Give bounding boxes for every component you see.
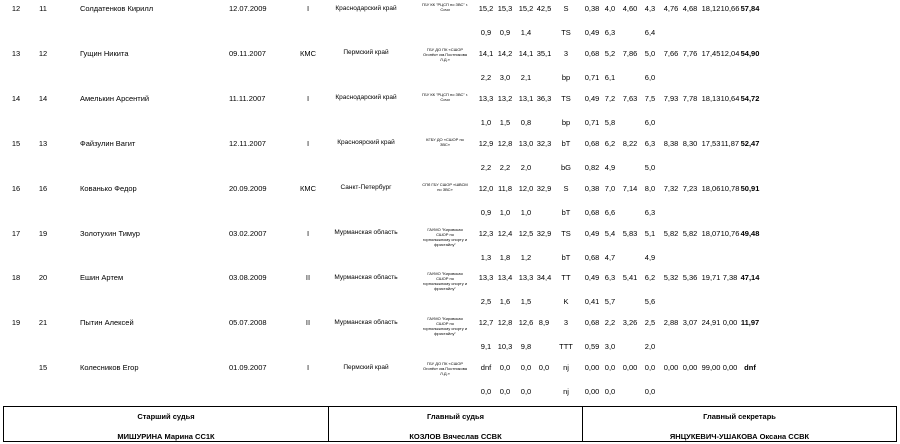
date-of-birth: 03.02.2007	[229, 228, 267, 238]
jump-score-run2: 6,3	[604, 28, 616, 37]
judge3-score-run2: 0,8	[520, 117, 532, 127]
jump-score-2-run2: 6,0	[644, 72, 656, 82]
athlete-name: Пытин Алексей	[80, 318, 134, 328]
judge1-score-run2: 2,5	[480, 297, 492, 307]
judge1-score-run2: 2,2	[480, 72, 492, 82]
judge3-score: 0,0	[520, 363, 532, 373]
judge2-score: 13,4	[497, 273, 513, 283]
degree-of-difficulty: 0,68	[584, 318, 600, 328]
degree-of-difficulty: 0,68	[584, 48, 600, 58]
region: Пермский край	[343, 49, 389, 57]
athlete-name: Солдатенков Кирилл	[80, 4, 154, 13]
judge3-score-run2: 9,8	[520, 342, 532, 352]
judge2-score-run2: 1,0	[499, 207, 511, 217]
judge3-score: 14,1	[518, 48, 534, 58]
judge3-score: 12,5	[518, 228, 534, 238]
jump-code-run2: TS	[561, 28, 571, 37]
jump-score-2: 6,3	[644, 138, 656, 148]
jump-points-avg: 0,00	[682, 363, 698, 373]
jump-score-run2: 6,1	[604, 72, 616, 82]
jump-points-2: 8,38	[663, 138, 679, 148]
jump-score: 6,2	[604, 138, 616, 148]
degree-of-difficulty: 0,68	[584, 138, 600, 148]
jump-score-2-run2: 5,0	[644, 162, 656, 172]
sport-rank: I	[306, 138, 310, 148]
judge2-score: 14,2	[497, 48, 513, 58]
judge3-score-run2: 2,1	[520, 72, 532, 82]
judge1-score-run2: 9,1	[480, 342, 492, 352]
judge3-score-run2: 1,2	[520, 252, 532, 262]
total-score: 54,72	[740, 93, 760, 103]
judge2-score: 12,8	[497, 318, 513, 328]
place: 12	[11, 4, 21, 13]
sports-school: ГАУМО "Кировская СШОР по горнолыжному спорту и фристайлу"	[422, 226, 468, 247]
jump-score-run2: 3,0	[604, 342, 616, 352]
jump-score: 5,2	[604, 48, 616, 58]
jump-score-2: 7,5	[644, 93, 656, 103]
sports-school: ГБУ ДО ПК «СШОР Огонёк» им.Постникова Л.Д.»	[422, 46, 468, 62]
speed-points: 0,00	[722, 363, 738, 373]
jump-score-run2: 0,0	[604, 387, 616, 397]
jump-code: TS	[561, 93, 571, 103]
sports-school: ГАУМО "Кировская СШОР по горнолыжному спорту и фристайлу"	[422, 271, 468, 292]
jump-code: bT	[561, 138, 571, 148]
judge1-score: 15,2	[478, 4, 494, 13]
jump-score-2: 2,5	[644, 318, 656, 328]
region: Пермский край	[343, 363, 389, 371]
judge3-score-run2: 1,4	[520, 28, 532, 37]
date-of-birth: 11.11.2007	[229, 93, 266, 103]
degree-of-difficulty: 0,49	[584, 228, 600, 238]
air-total: 34,4	[536, 273, 552, 283]
judge1-score-run2: 0,9	[480, 28, 492, 37]
judge1-score-run2: 1,3	[480, 252, 492, 262]
degree-of-difficulty: 0,00	[584, 363, 600, 373]
speed-points: 10,64	[720, 93, 740, 103]
speed-points: 0,00	[722, 318, 738, 328]
jump-points-2: 5,82	[663, 228, 679, 238]
jump-code-run2: nj	[563, 387, 569, 397]
athlete-name: Ешин Артем	[80, 273, 124, 283]
degree-of-difficulty-run2: 0,68	[584, 207, 600, 217]
judge3-score-run2: 0,0	[520, 387, 532, 397]
region: Краснодарский край	[335, 94, 397, 102]
degree-of-difficulty-run2: 0,59	[584, 342, 600, 352]
judge2-score-run2: 0,0	[499, 387, 511, 397]
total-score: 52,47	[740, 138, 760, 148]
air-total: 32,9	[536, 228, 552, 238]
sport-rank: КМС	[299, 48, 317, 58]
air-total: 0,0	[538, 363, 550, 373]
judge1-score-run2: 1,0	[480, 117, 492, 127]
jump-code-run2: bG	[560, 162, 572, 172]
bib-number: 13	[38, 138, 48, 148]
total-score: 50,91	[740, 183, 760, 193]
jump-points-avg: 8,30	[682, 138, 698, 148]
speed-points: 11,87	[720, 138, 740, 148]
jump-points-2: 2,88	[663, 318, 679, 328]
degree-of-difficulty-run2: 0,82	[584, 162, 600, 172]
bib-number: 19	[38, 228, 48, 238]
jump-score-2-run2: 6,0	[644, 117, 656, 127]
jump-score-2-run2: 6,3	[644, 207, 656, 217]
jump-score: 0,0	[604, 363, 616, 373]
judge3-score: 12,6	[518, 318, 534, 328]
chief-judge-title: Главный судья	[427, 412, 484, 421]
jump-points-avg: 5,82	[682, 228, 698, 238]
judge2-score-run2: 3,0	[499, 72, 511, 82]
time: 18,06	[701, 183, 721, 193]
athlete-name: Золотухин Тимур	[80, 228, 140, 238]
time: 19,71	[701, 273, 721, 283]
date-of-birth: 12.07.2009	[229, 4, 267, 13]
date-of-birth: 09.11.2007	[229, 48, 266, 58]
sport-rank: I	[306, 228, 310, 238]
speed-points: 12,04	[720, 48, 740, 58]
jump-score-2: 5,1	[644, 228, 656, 238]
degree-of-difficulty-run2: 0,41	[584, 297, 600, 307]
jump-points-2: 5,32	[663, 273, 679, 283]
air-total: 32,3	[536, 138, 552, 148]
jump-points-2: 7,93	[663, 93, 679, 103]
place: 19	[11, 318, 21, 328]
athlete-name: Файзулин Вагит	[80, 138, 136, 148]
chief-secretary-name: ЯНЦУКЕВИЧ-УШАКОВА Оксана ССВК	[669, 432, 810, 441]
chief-judge-cell	[329, 407, 583, 441]
time: 18,07	[701, 228, 721, 238]
jump-score-2-run2: 4,9	[644, 252, 656, 262]
jump-points-avg: 7,76	[682, 48, 698, 58]
jump-code: TS	[561, 228, 571, 238]
sport-rank: II	[305, 273, 311, 283]
degree-of-difficulty: 0,49	[584, 93, 600, 103]
total-score: dnf	[744, 363, 756, 373]
judge1-score-run2: 2,2	[480, 162, 492, 172]
speed-points: 10,66	[720, 4, 740, 13]
jump-points-avg: 7,23	[682, 183, 698, 193]
chief-judge-name: КОЗЛОВ Вячеслав ССВК	[409, 432, 502, 441]
jump-score-run2: 5,7	[604, 297, 616, 307]
speed-points: 7,38	[722, 273, 738, 283]
athlete-name: Кованько Федор	[80, 183, 137, 193]
place: 14	[11, 93, 21, 103]
jump-points: 7,86	[622, 48, 638, 58]
jump-points: 7,63	[622, 93, 638, 103]
judge2-score-run2: 1,8	[499, 252, 511, 262]
jump-code: 3	[563, 318, 569, 328]
jump-points-avg: 5,36	[682, 273, 698, 283]
jump-points-avg: 4,68	[682, 4, 698, 13]
date-of-birth: 03.08.2009	[229, 273, 267, 283]
place: 17	[11, 228, 21, 238]
judge3-score: 13,3	[518, 273, 534, 283]
sports-school: СПб ГБУ СШОР «ШВСМ по ЗВС»	[422, 181, 468, 192]
jump-points-avg: 3,07	[682, 318, 698, 328]
jump-score-2-run2: 5,6	[644, 297, 656, 307]
air-total: 35,1	[536, 48, 552, 58]
total-score: 54,90	[740, 48, 760, 58]
time: 99,00	[701, 363, 721, 373]
degree-of-difficulty-run2: 0,00	[584, 387, 600, 397]
judge3-score-run2: 1,5	[520, 297, 532, 307]
judge2-score-run2: 10,3	[497, 342, 513, 352]
sport-rank: КМС	[299, 183, 317, 193]
judge2-score: 11,8	[497, 183, 513, 193]
sports-school: ГБУ КК "РЦСП по ЗВС" г. Сочи	[422, 91, 468, 102]
air-total: 36,3	[536, 93, 552, 103]
time: 17,45	[701, 48, 721, 58]
region: Мурманская область	[334, 273, 398, 281]
judge1-score: 12,7	[478, 318, 494, 328]
athlete-name: Амелькин Арсентий	[80, 93, 150, 103]
bib-number: 11	[39, 4, 47, 13]
judge2-score: 0,0	[499, 363, 511, 373]
jump-points: 5,83	[622, 228, 638, 238]
region: Красноярский край	[337, 139, 395, 147]
sports-school: КГБУ ДО «СШОР по ЗВС»	[426, 136, 464, 147]
judge1-score: 12,0	[478, 183, 494, 193]
region: Краснодарский край	[335, 4, 397, 12]
place: 13	[11, 48, 21, 58]
chief-secretary-cell	[583, 407, 896, 441]
jump-points: 5,41	[622, 273, 638, 283]
judge1-score: 14,1	[478, 48, 494, 58]
judge3-score: 15,2	[518, 4, 534, 13]
time: 17,53	[701, 138, 721, 148]
sport-rank: I	[306, 363, 310, 373]
judge3-score: 12,0	[518, 183, 534, 193]
bib-number: 14	[38, 93, 48, 103]
jump-code-run2: bp	[561, 72, 571, 82]
jump-score-2-run2: 0,0	[644, 387, 656, 397]
date-of-birth: 20.09.2009	[229, 183, 267, 193]
jump-code-run2: bp	[561, 117, 571, 127]
jump-code-run2: bT	[561, 252, 571, 262]
senior-judge-name: МИШУРИНА Марина СС1К	[117, 432, 215, 441]
bib-number: 21	[38, 318, 48, 328]
sports-school: ГАУМО "Кировская СШОР по горнолыжному спорту и фристайлу"	[422, 316, 468, 337]
degree-of-difficulty-run2: 0,68	[584, 252, 600, 262]
jump-points-avg: 7,78	[682, 93, 698, 103]
degree-of-difficulty: 0,49	[584, 273, 600, 283]
degree-of-difficulty: 0,38	[584, 4, 600, 13]
judge2-score: 13,2	[497, 93, 513, 103]
jump-score: 5,4	[604, 228, 616, 238]
date-of-birth: 12.11.2007	[229, 138, 266, 148]
jump-score-run2: 4,7	[604, 252, 616, 262]
jump-code: TT	[561, 273, 571, 283]
degree-of-difficulty-run2: 0,71	[584, 72, 600, 82]
jump-code-run2: bT	[561, 207, 571, 217]
place: 16	[11, 183, 21, 193]
jump-score-run2: 5,8	[604, 117, 616, 127]
jump-points-2: 7,66	[663, 48, 679, 58]
jump-code-run2: K	[563, 297, 569, 307]
place: 15	[11, 138, 21, 148]
judge2-score: 12,4	[497, 228, 513, 238]
judges-signature-table	[3, 406, 897, 442]
region: Санкт-Петербург	[340, 184, 392, 192]
jump-points-2: 4,76	[663, 4, 679, 13]
time: 18,13	[701, 93, 721, 103]
jump-score-2: 6,2	[644, 273, 656, 283]
date-of-birth: 01.09.2007	[229, 363, 267, 373]
jump-score-run2: 4,9	[604, 162, 616, 172]
degree-of-difficulty: 0,38	[584, 183, 600, 193]
jump-score: 6,3	[604, 273, 616, 283]
bib-number: 16	[38, 183, 48, 193]
athlete-name: Колесников Егор	[80, 363, 139, 373]
air-total: 32,9	[536, 183, 552, 193]
sports-school: ГБУ ДО ПК «СШОР Огонёк» им.Постникова Л.Д.»	[422, 361, 468, 377]
judge1-score: dnf	[480, 363, 492, 373]
judge3-score: 13,0	[518, 138, 534, 148]
region: Мурманская область	[334, 318, 398, 326]
jump-score: 7,0	[604, 183, 616, 193]
jump-points: 0,00	[622, 363, 638, 373]
judge1-score-run2: 0,9	[480, 207, 492, 217]
jump-points: 4,60	[622, 4, 638, 13]
judge3-score: 13,1	[518, 93, 534, 103]
time: 18,12	[701, 4, 721, 13]
jump-points: 8,22	[622, 138, 638, 148]
total-score: 11,97	[740, 318, 760, 328]
jump-score-2-run2: 2,0	[644, 342, 656, 352]
athlete-name: Гущин Никита	[80, 48, 129, 58]
jump-score: 4,0	[604, 4, 616, 13]
jump-score-2: 4,3	[644, 4, 656, 13]
jump-points: 3,26	[622, 318, 638, 328]
judge1-score: 12,3	[478, 228, 494, 238]
jump-score-2-run2: 6,4	[644, 28, 656, 37]
senior-judge-cell	[4, 407, 329, 441]
total-score: 49,48	[740, 228, 760, 238]
judge1-score: 13,3	[478, 93, 494, 103]
jump-points-2: 7,32	[663, 183, 679, 193]
sports-school: ГБУ КК "РЦСП по ЗВС" г. Сочи	[422, 2, 468, 12]
jump-score-2: 8,0	[644, 183, 656, 193]
senior-judge-title: Старший судья	[137, 412, 195, 421]
speed-points: 10,76	[720, 228, 740, 238]
judge1-score-run2: 0,0	[480, 387, 492, 397]
jump-code-run2: TTT	[559, 342, 573, 352]
bib-number: 20	[38, 273, 48, 283]
time: 24,91	[701, 318, 721, 328]
jump-points: 7,14	[622, 183, 638, 193]
judge3-score-run2: 2,0	[520, 162, 532, 172]
chief-secretary-title: Главный секретарь	[703, 412, 776, 421]
judge1-score: 13,3	[478, 273, 494, 283]
speed-points: 10,78	[720, 183, 740, 193]
jump-code: 3	[563, 48, 569, 58]
judge2-score: 15,3	[497, 4, 513, 13]
region: Мурманская область	[334, 229, 398, 236]
degree-of-difficulty-run2: 0,49	[584, 28, 600, 37]
degree-of-difficulty-run2: 0,71	[584, 117, 600, 127]
jump-score-2: 0,0	[644, 363, 656, 373]
judge2-score-run2: 2,2	[499, 162, 511, 172]
judge2-score: 12,8	[497, 138, 513, 148]
date-of-birth: 05.07.2008	[229, 318, 267, 328]
air-total: 8,9	[538, 318, 550, 328]
bib-number: 15	[38, 363, 48, 373]
jump-score: 7,2	[604, 93, 616, 103]
judge2-score-run2: 1,5	[499, 117, 511, 127]
judge1-score: 12,9	[478, 138, 494, 148]
jump-score: 2,2	[604, 318, 616, 328]
judge2-score-run2: 1,6	[499, 297, 511, 307]
air-total: 42,5	[536, 4, 552, 13]
total-score: 57,84	[740, 4, 760, 13]
judge3-score-run2: 1,0	[520, 207, 532, 217]
jump-code: S	[563, 4, 569, 13]
judge2-score-run2: 0,9	[499, 28, 511, 37]
sport-rank: I	[306, 4, 310, 13]
total-score: 47,14	[740, 273, 760, 283]
jump-points-2: 0,00	[663, 363, 679, 373]
bib-number: 12	[38, 48, 48, 58]
jump-code: nj	[563, 363, 569, 373]
sport-rank: II	[305, 318, 311, 328]
jump-score-2: 5,0	[644, 48, 656, 58]
jump-score-run2: 6,6	[604, 207, 616, 217]
sport-rank: I	[306, 93, 310, 103]
jump-code: S	[563, 183, 569, 193]
place: 18	[11, 273, 21, 283]
